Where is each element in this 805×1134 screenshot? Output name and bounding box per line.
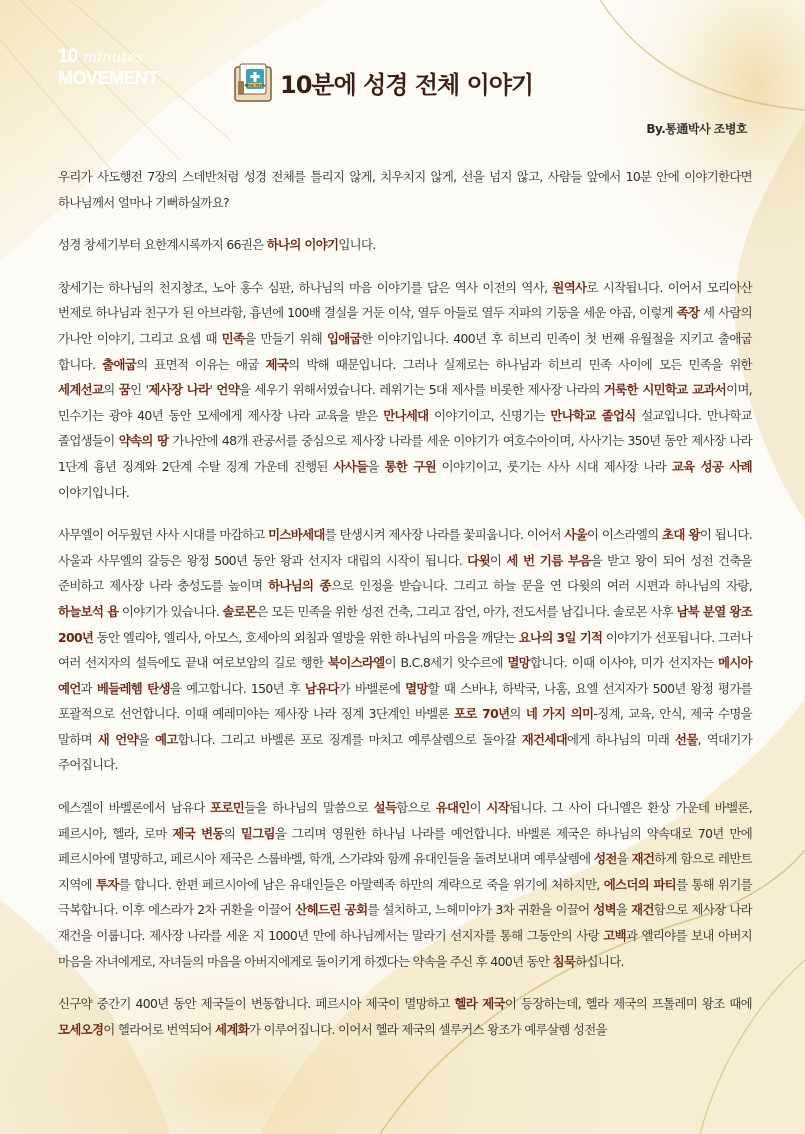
highlighted-term: 선물 bbox=[675, 731, 698, 747]
highlighted-term: 교육 성공 사례 bbox=[671, 458, 752, 474]
text-run: 이 등장하는데, 헬라 제국의 프톨레미 왕조 때에 bbox=[504, 996, 752, 1012]
text-run: ' bbox=[209, 382, 217, 398]
highlighted-term: 만나학교 졸업식 bbox=[550, 407, 636, 423]
highlighted-term: 북이스라엘 bbox=[327, 655, 385, 671]
highlighted-term: 요나의 3일 기적 bbox=[518, 629, 603, 645]
highlighted-term: 재건세대 bbox=[521, 731, 568, 747]
text-run: 가 바벨론에 bbox=[338, 680, 406, 696]
text-run: 합니다. 이때 이사야, 미가 선지자는 bbox=[529, 655, 719, 671]
highlighted-term: 모세오경 bbox=[58, 1021, 104, 1037]
text-run: 으로 인정을 받습니다. 그리고 하늘 문을 연 다윗의 여러 시편과 하나님의 자랑, bbox=[330, 578, 752, 594]
text-run: , 역대기가 주어집니다. bbox=[58, 731, 753, 773]
text-run: 를 탄생시켜 제사장 나라를 꽃피웁니다. 이어서 bbox=[324, 527, 565, 543]
paragraph bbox=[58, 795, 752, 974]
highlighted-term: 에스더의 파티 bbox=[603, 876, 677, 892]
highlighted-term: 사사들 bbox=[333, 458, 368, 474]
highlighted-term: 네 가지 의미 bbox=[525, 706, 594, 722]
highlighted-term: 투자 bbox=[96, 876, 119, 892]
highlighted-term: 밑그림 bbox=[240, 825, 275, 841]
text-run: 을 그리며 영원한 하나님 나라를 예언합니다. 바벨론 제국은 하나님의 약속대로 70년 만에 페르시아에 멸망하고, 페르시아 제국은 스룹바벨, 학개, 스가랴와 함께 유대인들을 돌려보내며 예루살렘에 bbox=[58, 825, 753, 867]
highlighted-term: 원역사 bbox=[552, 279, 587, 295]
text-run: 의 박해 때문입니다. 그러나 실제로는 하나님과 히브리 민족 사이에 모든 민족을 위한 bbox=[288, 356, 752, 372]
highlighted-term: 시작 bbox=[486, 800, 510, 816]
text-run: 신구약 중간기 400년 동안 제국들이 변동합니다. 페르시아 제국이 멸망하고 bbox=[58, 996, 455, 1012]
highlighted-term: 베들레헴 탄생 bbox=[96, 680, 170, 696]
text-run: 이 됩니다. 사울과 사무엘의 갈등은 왕정 500년 동안 왕과 선지자 대립의 시작이 됩니다. bbox=[58, 527, 752, 568]
text-run: 함으로 제사장 나라 재건을 이룹니다. 제사장 나라를 세운 지 1000년 만에 하나님께서는 말라기 선지자를 통해 그동안의 사랑 bbox=[58, 902, 752, 944]
text-run: 이 bbox=[469, 800, 487, 816]
highlighted-term: 미스바세대 bbox=[268, 527, 325, 543]
text-run: 한 이야기입니다. 400년 후 히브리 민족이 첫 번째 유월절을 지키고 출애굽 합니다. bbox=[58, 330, 752, 372]
text-run: 들을 하나님의 말씀으로 bbox=[244, 800, 374, 816]
text-run: 에게 하나님의 미래 bbox=[567, 731, 675, 747]
text-run: 을 bbox=[137, 731, 156, 747]
text-run: 과 bbox=[80, 680, 97, 696]
highlighted-term: 새 언약 bbox=[97, 731, 138, 747]
highlighted-term: 제국 bbox=[265, 356, 289, 372]
text-run: 과 엘리야를 보내 아버지 마음을 자녀에게로, 자녀들의 마음을 아버지에게로 돌이키게 하겠다는 약속을 주신 후 400년 동안 bbox=[58, 928, 752, 969]
highlighted-term: 언약 bbox=[216, 382, 240, 398]
text-run: 의 bbox=[103, 382, 119, 398]
text-run: -징계, 교육, 안식, 제국 수명을 말하며 bbox=[58, 706, 752, 747]
text-run: 이야기가 있습니다. bbox=[118, 603, 223, 619]
highlighted-term: 거룩한 시민학교 교과서 bbox=[603, 382, 727, 398]
highlighted-term: 유대인 bbox=[435, 800, 470, 816]
text-run: 을 만들기 위해 bbox=[244, 330, 327, 346]
text-run: 이야기이고, 룻기는 사사 시대 제사장 나라 bbox=[435, 458, 672, 474]
highlighted-term: 입애굽 bbox=[326, 330, 361, 346]
highlighted-term: 하늘보석 욥 bbox=[58, 603, 119, 619]
highlighted-term: 제사장 나라 bbox=[148, 382, 210, 398]
highlighted-term: 고백 bbox=[603, 928, 626, 944]
text-run: 의 bbox=[223, 825, 241, 841]
highlighted-term: 출애굽 bbox=[102, 356, 137, 372]
highlighted-term: 세계선교 bbox=[58, 382, 104, 398]
highlighted-term: 멸망 bbox=[507, 655, 530, 671]
logo-minutes: minutes bbox=[83, 48, 144, 66]
text-run: 창세기는 하나님의 천지창조, 노아 홍수 심판, 하나님의 마음 이야기를 담은 역사 이전의 역사, bbox=[58, 279, 553, 295]
highlighted-term: 설득 bbox=[373, 800, 397, 816]
author-byline: By.통通박사 조병호 bbox=[646, 122, 747, 136]
highlighted-term: 다윗 bbox=[467, 552, 490, 568]
text-run: 로 시작됩니다. 이어서 모리아산 번제로 하나님과 친구가 된 아브라함, 흉년에 100배 결실을 거둔 이삭, 열두 아들로 열두 지파의 기둥을 세운 야곱, 이렇게 bbox=[58, 279, 752, 321]
text-run: 하십니다. bbox=[575, 953, 624, 969]
text-run: 을 bbox=[616, 851, 632, 867]
text-run: 우리가 사도행전 7장의 스데반처럼 성경 전체를 틀리지 않게, 치우치지 않게, 선을 넘지 않고, 사람들 앞에서 10분 안에 이야기한다면 하나님께서 얼마나 기뻐하실까요? bbox=[58, 169, 752, 210]
text-run: 에스겔이 바벨론에서 남유다 bbox=[58, 800, 211, 816]
text-run: 를 설치하고, 느헤미야가 3차 귀환을 이끌어 bbox=[367, 902, 594, 918]
highlighted-term: 세계화 bbox=[215, 1021, 249, 1037]
text-run: 세 사람의 가나안 이야기, 그리고 요셉 때 bbox=[58, 305, 753, 346]
highlighted-term: 침묵 bbox=[552, 953, 576, 969]
highlighted-term: 통한 구원 bbox=[384, 458, 436, 474]
highlighted-term: 헬라 제국 bbox=[454, 996, 505, 1012]
ten-minutes-movement-logo bbox=[58, 44, 168, 96]
highlighted-term: 재건 bbox=[631, 851, 655, 867]
text-run: 의 bbox=[509, 706, 526, 722]
text-run: 을 세우기 위해서였습니다. 레위기는 5대 제사를 비롯한 제사장 나라의 bbox=[239, 382, 604, 398]
text-run: 을 받고 왕이 되어 성전 건축을 준비하고 제사장 나라 충성도를 높이며 bbox=[58, 552, 752, 594]
logo-movement: MOVEMENT bbox=[58, 68, 159, 88]
text-run: 합니다. 그리고 바벨론 포로 징계를 마치고 예루살렘으로 돌아갈 bbox=[177, 731, 522, 747]
highlighted-term: 사울 bbox=[564, 527, 587, 543]
highlighted-term: 성벽 bbox=[593, 902, 616, 918]
text-run: 이야기이고, 신명기는 bbox=[428, 407, 551, 423]
text-run: 입니다. bbox=[338, 237, 376, 253]
paragraph bbox=[58, 232, 752, 258]
highlighted-term: 초대 왕 bbox=[662, 527, 700, 543]
highlighted-term: 남유다 bbox=[304, 680, 339, 696]
highlighted-term: 하나의 이야기 bbox=[266, 237, 339, 253]
highlighted-term: 재건 bbox=[631, 902, 654, 918]
text-run: 가 이루어집니다. 이어서 헬라 제국의 셀루커스 왕조가 예루살렘 성전을 bbox=[249, 1021, 607, 1037]
text-run: 사무엘이 어두웠던 사사 시대를 마감하고 bbox=[58, 527, 269, 543]
text-run: 인 ' bbox=[130, 382, 149, 398]
bible-story-icon bbox=[232, 61, 276, 103]
text-run: 이야기가 선포됩니다. 그러나 여러 선지자의 설득에도 끝내 여로보암의 길로 행한 bbox=[58, 629, 752, 671]
text-run: 설교입니다. 만나학교 졸업생들이 bbox=[58, 407, 752, 449]
highlighted-term: 세 번 기름 부음 bbox=[506, 552, 591, 568]
logo-number: 10 bbox=[58, 46, 78, 67]
text-run: 이며, 민수기는 광야 40년 동안 모세에게 제사장 나라 교육을 받은 bbox=[58, 382, 753, 423]
highlighted-term: 남북 분열 왕조 200년 bbox=[58, 603, 752, 645]
text-run: 을 예고합니다. 150년 후 bbox=[169, 680, 305, 696]
highlighted-term: 메시아 예언 bbox=[58, 655, 753, 696]
text-run: 할 때 스바냐, 하박국, 나훔, 요엘 선지자가 500년 왕정 평가를 포괄적으로 선언합니다. 이때 예레미야는 제사장 나라 징계 3단계인 바벨론 bbox=[58, 680, 752, 722]
paragraph bbox=[58, 164, 752, 215]
highlighted-term: 성전 bbox=[594, 851, 617, 867]
text-run: 함으로 bbox=[396, 800, 436, 816]
text-run: 은 모든 민족을 위한 성전 건축, 그리고 잠언, 아가, 전도서를 남깁니다. 솔로몬 사후 bbox=[256, 603, 677, 619]
paragraph bbox=[58, 275, 752, 505]
text-run: 가나안에 48개 관공서를 중심으로 제사장 나라를 세운 이야기가 여호수아이며, 사사기는 350년 동안 제사장 나라 1단계 흉년 징계와 2단계 수탈 징계 가운데 진행된 bbox=[58, 433, 752, 474]
text-run: 이 헬라어로 번역되어 bbox=[103, 1021, 216, 1037]
highlighted-term: 예고 bbox=[155, 731, 178, 747]
text-run: 이야기입니다. bbox=[58, 484, 130, 500]
paragraph bbox=[58, 522, 752, 778]
highlighted-term: 만나세대 bbox=[383, 407, 429, 423]
page-title: 10분에 성경 전체 이야기 bbox=[280, 70, 534, 99]
highlighted-term: 꿈 bbox=[118, 382, 131, 398]
highlighted-term: 멸망 bbox=[405, 680, 428, 696]
highlighted-term: 솔로몬 bbox=[222, 603, 257, 619]
page-header bbox=[232, 60, 533, 104]
text-run: 를 합니다. 한편 페르시아에 남은 유대인들은 아말렉족 하만의 계략으로 죽을 위기에 처하지만, bbox=[118, 876, 604, 892]
text-run: 을 bbox=[367, 458, 385, 474]
text-run: 성경 창세기부터 요한계시록까지 66권은 bbox=[58, 237, 267, 253]
highlighted-term: 약속의 땅 bbox=[118, 433, 169, 449]
text-run: 을 bbox=[615, 902, 632, 918]
highlighted-term: 포로민 bbox=[210, 800, 245, 816]
text-run: 됩니다. 그 사이 다니엘은 환상 가운데 바벨론, 페르시아, 헬라, 로마 bbox=[58, 800, 753, 841]
highlighted-term: 산헤드린 공회 bbox=[295, 902, 368, 918]
text-run: 이 bbox=[489, 552, 507, 568]
article-body bbox=[58, 164, 752, 1042]
text-run: 이 B.C.8세기 앗수르에 bbox=[384, 655, 508, 671]
highlighted-term: 족장 bbox=[676, 305, 700, 321]
highlighted-term: 민족 bbox=[221, 330, 245, 346]
paragraph bbox=[58, 991, 752, 1042]
highlighted-term: 제국 변동 bbox=[172, 825, 224, 841]
text-run: 의 표면적 이유는 애굽 bbox=[136, 356, 266, 372]
text-run: 를 통해 위기를 극복합니다. 이후 에스라가 2차 귀환을 이끌어 bbox=[58, 876, 752, 918]
text-run: 동안 엘리야, 엘리사, 아모스, 호세아의 외침과 열방을 위한 하나님의 마음을 깨닫는 bbox=[93, 629, 519, 645]
highlighted-term: 하나님의 종 bbox=[268, 578, 331, 594]
highlighted-term: 포로 70년 bbox=[454, 706, 510, 722]
text-run: 이 이스라엘의 bbox=[587, 527, 662, 543]
bible-story-icon-label: Bible Story bbox=[244, 83, 266, 88]
text-run: 하게 함으로 레반트 지역에 bbox=[58, 851, 752, 892]
